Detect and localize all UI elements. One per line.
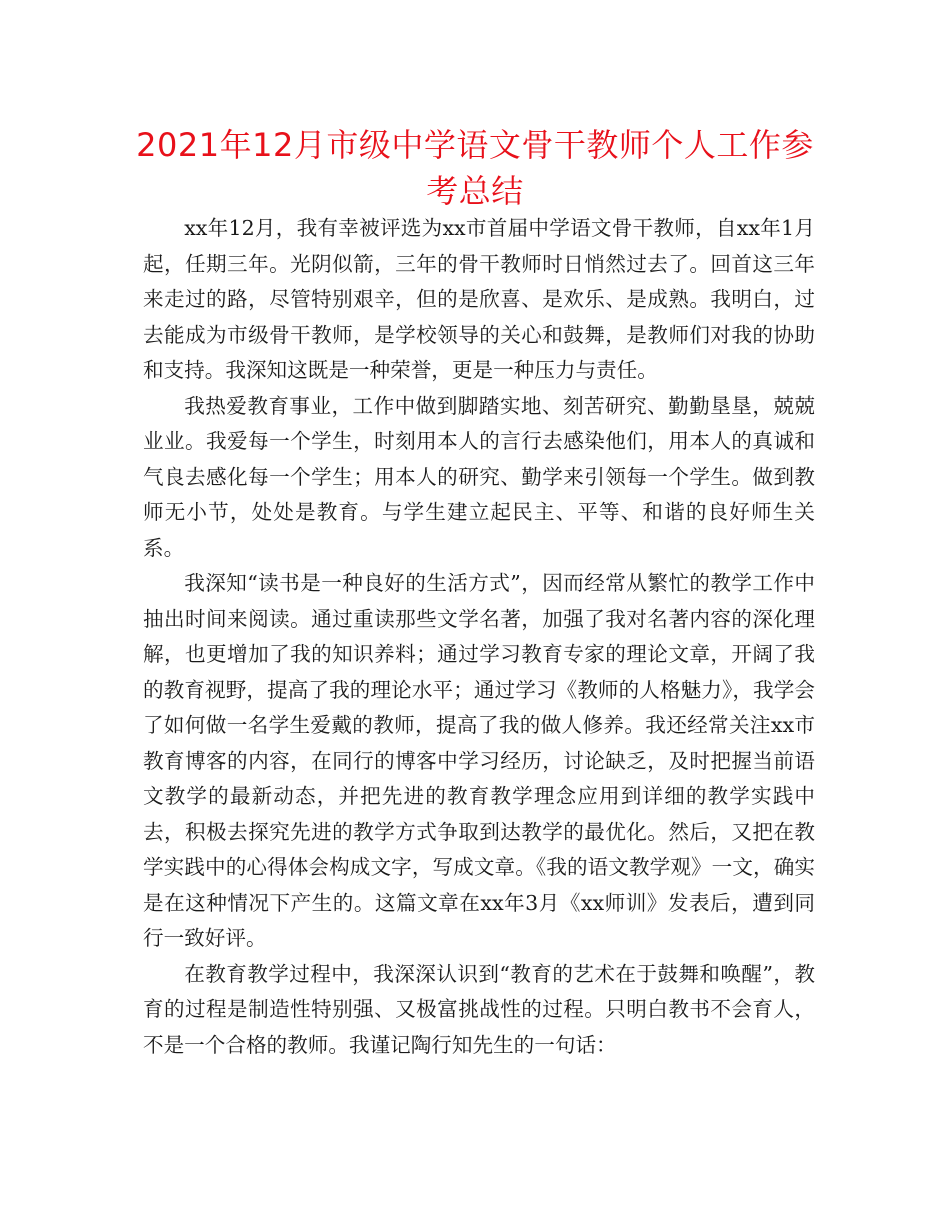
document-body [143, 211, 815, 1063]
document-title: 2021年12月市级中学语文骨干教师个人工作参考总结 [136, 126, 814, 210]
paragraph: 我热爱教育事业，工作中做到脚踏实地、刻苦研究、勤勤垦垦，兢兢业业。我爱每一个学生，时刻用本人的言行去感染他们，用本人的真诚和气良去感化每一个学生；用本人的研究、勤学来引领每一个学生。做到教师无小节，处处是教育。与学生建立起民主、平等、和谐的良好师生关系。 [143, 393, 815, 560]
paragraph: 在教育教学过程中，我深深认识到“教育的艺术在于鼓舞和唤醒”，教育的过程是制造性特别强、又极富挑战性的过程。只明白教书不会育人，不是一个合格的教师。我谨记陶行知先生的一句话： [143, 961, 815, 1057]
paragraph: xx年12月，我有幸被评选为xx市首届中学语文骨干教师，自xx年1月起，任期三年。光阴似箭，三年的骨干教师时日悄然过去了。回首这三年来走过的路，尽管特别艰辛，但的是欣喜、是欢乐、是成熟。我明白，过去能成为市级骨干教师，是学校领导的关心和鼓舞，是教师们对我的协助和支持。我深知这既是一种荣誉，更是一种压力与责任。 [143, 216, 815, 382]
paragraph: 我深知“读书是一种良好的生活方式”，因而经常从繁忙的教学工作中抽出时间来阅读。通过重读那些文学名著，加强了我对名著内容的深化理解，也更增加了我的知识养料；通过学习教育专家的理论文章，开阔了我的教育视野，提高了我的理论水平；通过学习《教师的人格魅力》，我学会了如何做一名学生爱戴的教师，提高了我的做人修养。我还经常关注xx市教育博客的内容，在同行的博客中学习经历，讨论缺乏，及时把握当前语文教学的最新动态，并把先进的教育教学理念应用到详细的教学实践中去，积极去探究先进的教学方式争取到达教学的最优化。然后，又把在教学实践中的心得体会构成文字，写成文章。《我的语文教学观》一文，确实是在这种情况下产生的。这篇文章在xx年3月《xx师训》发表后，遭到同行一致好评。 [143, 571, 815, 950]
